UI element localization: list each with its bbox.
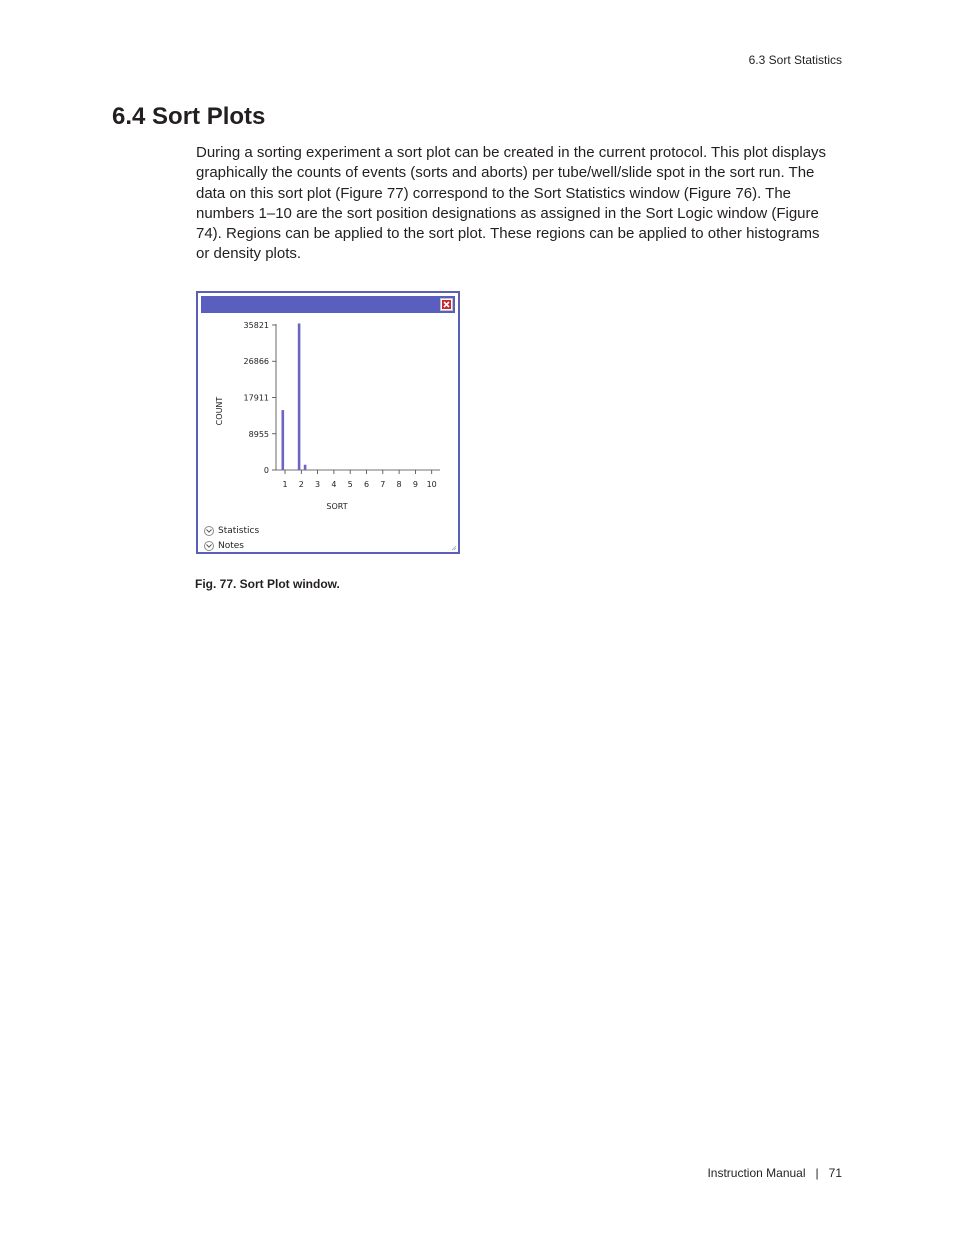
x-tick-label: 8	[396, 480, 402, 489]
bar	[304, 465, 307, 470]
resize-grip-icon[interactable]	[451, 545, 457, 551]
x-tick-label: 9	[412, 480, 418, 489]
window-titlebar[interactable]	[201, 296, 455, 313]
x-tick-label: 3	[315, 480, 321, 489]
x-tick-label: 2	[298, 480, 304, 489]
chevron-down-icon[interactable]	[204, 526, 214, 536]
sort-plot-window	[196, 291, 460, 554]
statistics-label: Statistics	[218, 525, 260, 536]
footer-separator: |	[815, 1166, 819, 1180]
close-icon	[442, 300, 451, 309]
section-body: During a sorting experiment a sort plot can be created in the current protocol. This plot displays graphically the counts of events (sorts and aborts) per tube/well/slide spot in the sort run. The data on this sort plot (Figure 77) correspond to the Sort Statistics window (Figure 76). The numbers 1–10 are the sort position designations as assigned in the Sort Logic window (Figure 74). Regions can be applied to the sort plot. These regions can be applied to other histograms or density plots.	[196, 144, 827, 263]
y-tick-label: 0	[263, 466, 269, 475]
sort-plot-chart[interactable]	[198, 315, 458, 520]
figure-caption: Fig. 77. Sort Plot window.	[195, 577, 340, 591]
y-tick-label: 35821	[243, 321, 269, 330]
bar	[282, 410, 285, 470]
x-tick-label: 10	[426, 480, 437, 489]
chevron-down-icon[interactable]	[204, 541, 214, 551]
y-tick-label: 8955	[248, 429, 269, 439]
y-tick-label: 26866	[243, 357, 269, 367]
running-head: 6.3 Sort Statistics	[748, 53, 842, 67]
plot-area[interactable]	[198, 315, 458, 525]
x-tick-label: 7	[380, 480, 386, 489]
statistics-expander[interactable]	[204, 523, 259, 538]
x-tick-label: 6	[363, 480, 370, 489]
notes-expander[interactable]	[204, 538, 259, 553]
x-tick-label: 5	[347, 480, 353, 489]
close-button[interactable]	[440, 298, 453, 311]
x-axis-label: SORT	[326, 502, 348, 511]
bar	[298, 323, 301, 470]
footer-manual: Instruction Manual	[707, 1166, 806, 1180]
section-title: 6.4 Sort Plots	[112, 103, 266, 130]
x-tick-label: 4	[331, 480, 337, 489]
page-number: 71	[828, 1166, 842, 1180]
notes-label: Notes	[218, 540, 244, 551]
x-tick-label: 1	[282, 480, 288, 489]
y-tick-label: 17911	[243, 393, 269, 403]
expander-list	[204, 523, 259, 553]
page-footer	[707, 1166, 842, 1180]
y-axis-label: COUNT	[215, 396, 224, 426]
